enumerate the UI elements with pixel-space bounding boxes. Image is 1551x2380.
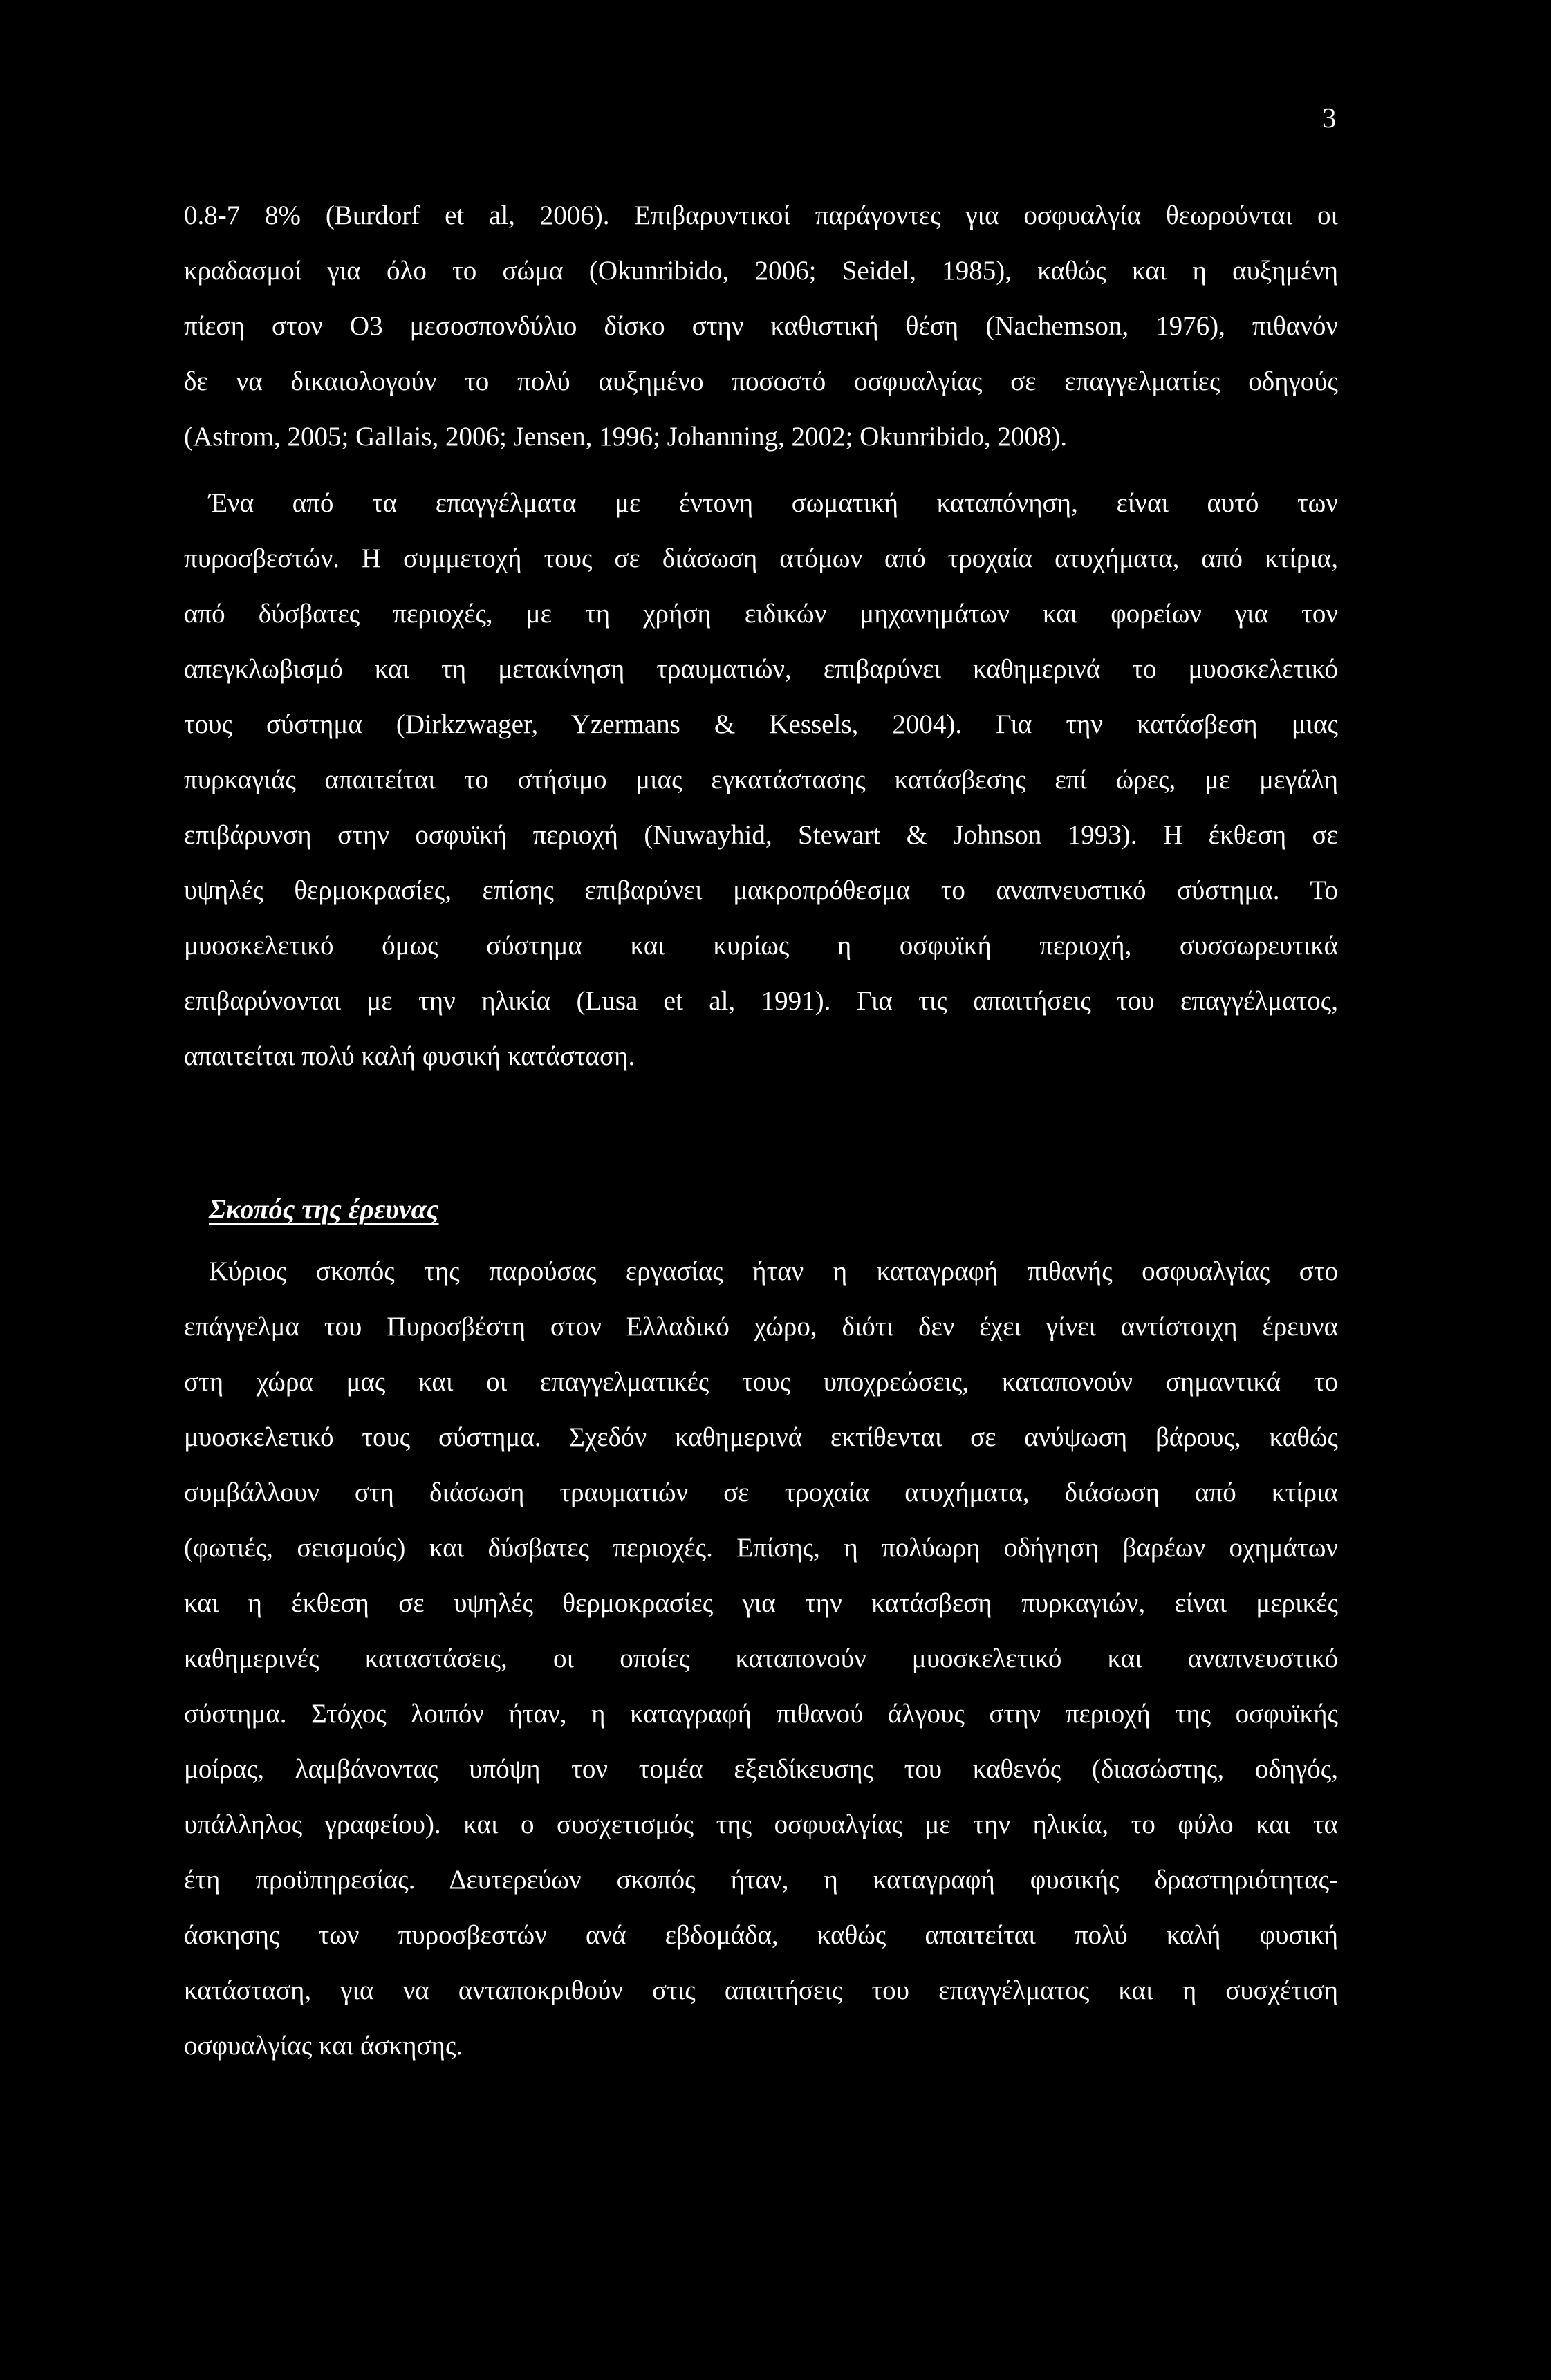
section-heading: Σκοπός της έρευνας bbox=[209, 1193, 439, 1225]
text-line: 0.8-7 8% (Burdorf et al, 2006). Επιβαρυντικοί παράγοντες για οσφυαλγία θεωρούνται οι bbox=[184, 201, 1338, 230]
text-line: τους σύστημα (Dirkzwager, Yzermans & Kessels, 2004). Για την κατάσβεση μιας bbox=[184, 709, 1338, 739]
section-aim bbox=[184, 1182, 1338, 2074]
text-line: και η έκθεση σε υψηλές θερμοκρασίες για την κατάσβεση πυρκαγιών, είναι μερικές bbox=[184, 1588, 1338, 1618]
text-line: επάγγελμα του Πυροσβέστη στον Ελλαδικό χώρο, διότι δεν έχει γίνει αντίστοιχη έρευνα bbox=[184, 1312, 1338, 1341]
text-line: μοίρας, λαμβάνοντας υπόψη τον τομέα εξειδίκευσης του καθενός (διασώστης, οδηγός, bbox=[184, 1754, 1338, 1784]
text-line: από δύσβατες περιοχές, με τη χρήση ειδικών μηχανημάτων και φορείων για τον bbox=[184, 599, 1338, 629]
text-line: πίεση στον Ο3 μεσοσπονδύλιο δίσκο στην καθιστική θέση (Nachemson, 1976), πιθανόν bbox=[184, 311, 1338, 341]
text-line: επιβάρυνση στην οσφυϊκή περιοχή (Nuwayhid, Stewart & Johnson 1993). Η έκθεση σε bbox=[184, 820, 1338, 850]
text-line: μυοσκελετικό τους σύστημα. Σχεδόν καθημερινά εκτίθενται σε ανύψωση βάρους, καθώς bbox=[184, 1422, 1338, 1452]
text-line: Κύριος σκοπός της παρούσας εργασίας ήταν η καταγραφή πιθανής οσφυαλγίας στο bbox=[209, 1256, 1338, 1286]
text-line: κραδασμοί για όλο το σώμα (Okunribido, 2006; Seidel, 1985), καθώς και η αυξημένη bbox=[184, 256, 1338, 286]
text-line: άσκησης των πυροσβεστών ανά εβδομάδα, καθώς απαιτείται πολύ καλή φυσική bbox=[184, 1920, 1338, 1950]
text-line: υψηλές θερμοκρασίες, επίσης επιβαρύνει μακροπρόθεσμα το αναπνευστικό σύστημα. Το bbox=[184, 875, 1338, 905]
text-line: στη χώρα μας και οι επαγγελματικές τους υποχρεώσεις, καταπονούν σημαντικά το bbox=[184, 1367, 1338, 1397]
text-line: (φωτιές, σεισμούς) και δύσβατες περιοχές. Επίσης, η πολύωρη οδήγηση βαρέων οχημάτων bbox=[184, 1533, 1338, 1563]
text-line: κατάσταση, για να ανταποκριθούν στις απαιτήσεις του επαγγέλματος και η συσχέτιση bbox=[184, 1975, 1338, 2005]
text-line: πυρκαγιάς απαιτείται το στήσιμο μιας εγκατάστασης κατάσβεσης επί ώρες, με μεγάλη bbox=[184, 765, 1338, 794]
paragraph-1 bbox=[184, 188, 1338, 465]
text-line: δε να δικαιολογούν το πολύ αυξημένο ποσοστό οσφυαλγίας σε επαγγελματίες οδηγούς bbox=[184, 366, 1338, 396]
text-line: οσφυαλγίας και άσκησης. bbox=[184, 2031, 463, 2061]
page-number: 3 bbox=[1322, 102, 1337, 133]
text-line: απεγκλωβισμό και τη μετακίνηση τραυματιών, επιβαρύνει καθημερινά το μυοσκελετικό bbox=[184, 654, 1338, 684]
text-line: απαιτείται πολύ καλή φυσική κατάσταση. bbox=[184, 1041, 635, 1071]
text-line: μυοσκελετικό όμως σύστημα και κυρίως η οσφυϊκή περιοχή, συσσωρευτικά bbox=[184, 931, 1338, 960]
text-line: επιβαρύνονται με την ηλικία (Lusa et al, 1991). Για τις απαιτήσεις του επαγγέλματος, bbox=[184, 986, 1338, 1016]
text-line: συμβάλλουν στη διάσωση τραυματιών σε τροχαία ατυχήματα, διάσωση από κτίρια bbox=[184, 1478, 1338, 1507]
text-line: (Astrom, 2005; Gallais, 2006; Jensen, 1996; Johanning, 2002; Okunribido, 2008). bbox=[184, 422, 1068, 452]
text-line: έτη προϋπηρεσίας. Δευτερεύων σκοπός ήταν, η καταγραφή φυσικής δραστηριότητας- bbox=[184, 1865, 1338, 1895]
document-body bbox=[184, 188, 1338, 2074]
text-line: υπάλληλος γραφείου). και ο συσχετισμός της οσφυαλγίας με την ηλικία, το φύλο και τα bbox=[184, 1810, 1338, 1839]
text-line: Ένα από τα επαγγέλματα με έντονη σωματική καταπόνηση, είναι αυτό των bbox=[209, 488, 1338, 518]
text-line: καθημερινές καταστάσεις, οι οποίες καταπονούν μυοσκελετικό και αναπνευστικό bbox=[184, 1644, 1338, 1673]
text-line: πυροσβεστών. Η συμμετοχή τους σε διάσωση ατόμων από τροχαία ατυχήματα, από κτίρια, bbox=[184, 543, 1338, 573]
text-line: σύστημα. Στόχος λοιπόν ήταν, η καταγραφή πιθανού άλγους στην περιοχή της οσφυϊκής bbox=[184, 1699, 1338, 1729]
paragraph-2 bbox=[184, 476, 1338, 1084]
